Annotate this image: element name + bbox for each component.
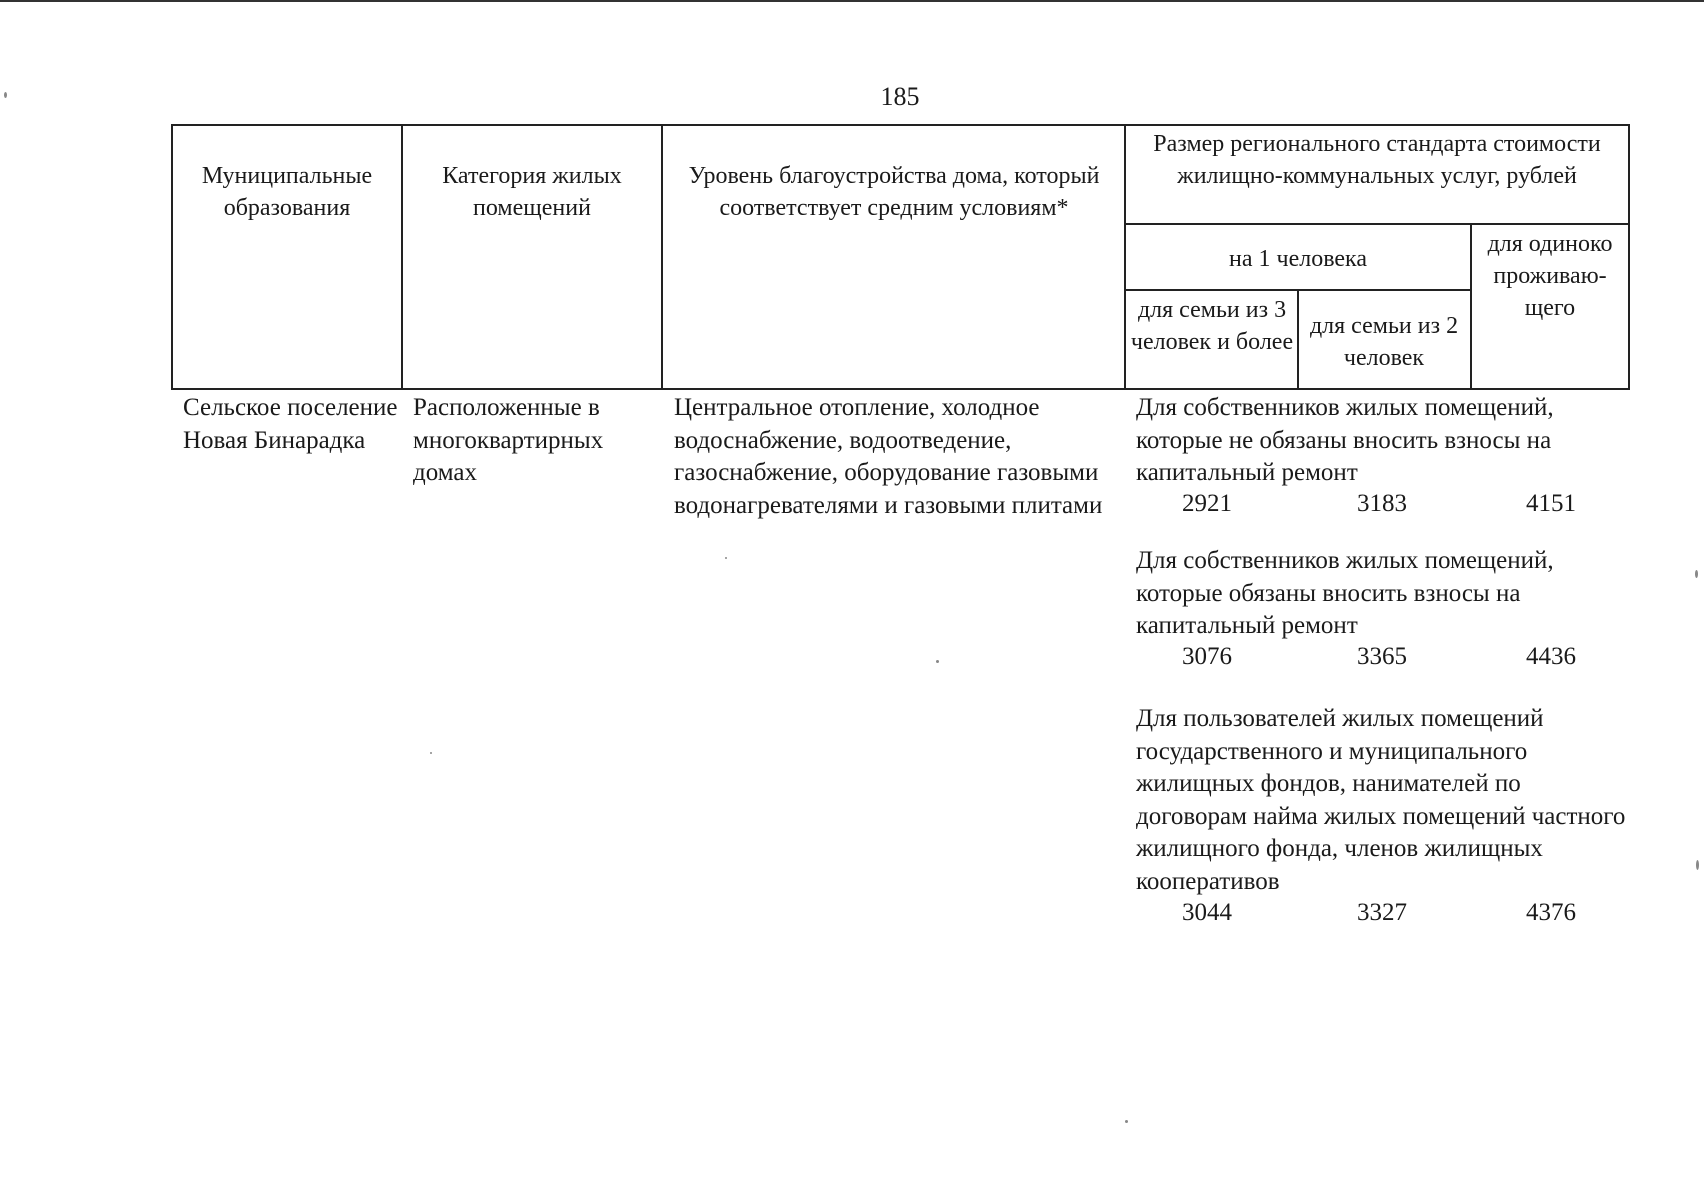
group-2-family-3: 3076 (1182, 643, 1232, 670)
scan-speck (725, 557, 727, 559)
scan-speck (1695, 570, 1698, 578)
header-standard-size: Размер регионального стандарта стоимости жилищно-коммунальных услуг, рублей (1153, 131, 1601, 189)
group-2-family-2: 3365 (1357, 643, 1407, 670)
table-header-bottom (171, 388, 1629, 390)
scan-speck (430, 752, 432, 754)
header-per-person: на 1 человека (1229, 246, 1367, 272)
header-category: Категория жилых помещений (442, 163, 622, 221)
table-right-border (1628, 124, 1630, 390)
table-col-divider-4 (1297, 289, 1299, 390)
page-number-text: 185 (880, 82, 920, 111)
header-family-3: для семьи из 3 человек и более (1130, 297, 1294, 355)
table-col-divider-5 (1470, 223, 1472, 390)
table-col-divider-1 (401, 124, 403, 390)
table-col-divider-2 (661, 124, 663, 390)
group-2-label: Для собственников жилых помещений, которые обязаны вносить взносы на капитальный ремонт (1136, 547, 1554, 639)
group-1-family-3: 2921 (1182, 490, 1232, 517)
row-category: Расположенные в многоквартирных домах (413, 394, 604, 486)
header-municipalities: Муниципальные образования (201, 163, 373, 221)
table-col-divider-3 (1124, 124, 1126, 390)
table-subheader-line (1125, 223, 1629, 225)
group-1-single: 4151 (1526, 490, 1576, 517)
row-amenity: Центральное отопление, холодное водоснабжение, водоотведение, газоснабжение, оборудование газовыми водонагревателями и газовыми плитами (674, 394, 1103, 519)
group-1-label: Для собственников жилых помещений, которые не обязаны вносить взносы на капитальный ремонт (1136, 394, 1554, 486)
group-2-single: 4436 (1526, 643, 1576, 670)
page-top-border (0, 0, 1704, 2)
table-top-border (171, 124, 1629, 126)
group-3-family-3: 3044 (1182, 899, 1232, 926)
header-family-2: для семьи из 2 человек (1309, 313, 1459, 371)
group-3-family-2: 3327 (1357, 899, 1407, 926)
group-3-single: 4376 (1526, 899, 1576, 926)
scan-speck (4, 92, 7, 98)
header-amenity-level: Уровень благоустройства дома, который соответствует средним условиям* (688, 163, 1100, 221)
table-left-border (171, 124, 173, 390)
group-3-label: Для пользователей жилых помещений государственного и муниципального жилищных фондов, нанимателей по договорам найма жилых помещений частного жилищного фонда, членов жилищных кооперативов (1136, 705, 1626, 895)
header-single: для одиноко проживаю-щего (1487, 231, 1613, 321)
scan-speck (1125, 1120, 1128, 1123)
group-1-family-2: 3183 (1357, 490, 1407, 517)
page-number (0, 82, 1704, 112)
row-municipality: Сельское поселение Новая Бинарадка (183, 394, 398, 454)
scan-speck (936, 660, 939, 663)
scan-speck (1696, 860, 1699, 870)
